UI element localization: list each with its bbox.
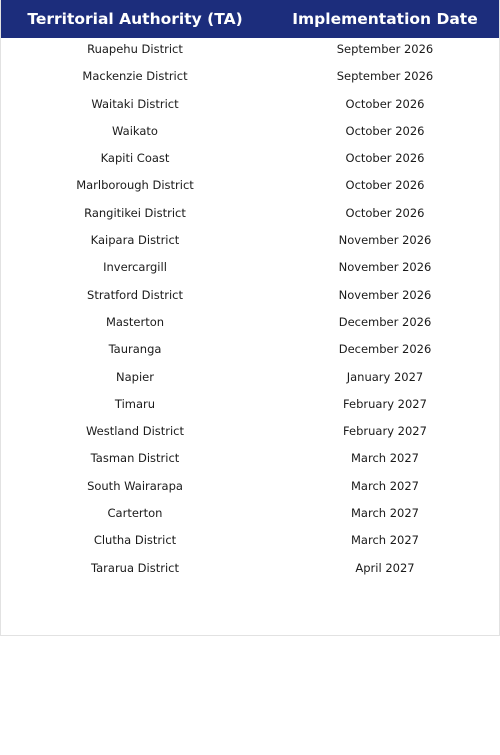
cell-date: March 2027 bbox=[351, 451, 419, 466]
cell-ta: Kapiti Coast bbox=[100, 151, 170, 166]
cell-ta: Kaipara District bbox=[90, 233, 180, 248]
table-row bbox=[1, 500, 499, 527]
cell-date: December 2026 bbox=[338, 314, 432, 329]
cell-date: October 2026 bbox=[345, 178, 425, 193]
cell-date: November 2026 bbox=[338, 260, 432, 275]
table-row bbox=[1, 36, 499, 63]
cell-date: April 2027 bbox=[355, 560, 415, 575]
table-row bbox=[1, 336, 499, 363]
cell-date: February 2027 bbox=[343, 424, 427, 439]
table-row bbox=[1, 254, 499, 281]
cell-ta: Carterton bbox=[107, 506, 163, 521]
table-body bbox=[1, 36, 499, 582]
cell-date: October 2026 bbox=[345, 123, 425, 138]
cell-ta: Tasman District bbox=[90, 451, 180, 466]
cell-ta: Tauranga bbox=[108, 342, 162, 357]
cell-date: September 2026 bbox=[336, 42, 434, 56]
table-row bbox=[1, 118, 499, 145]
table-row bbox=[1, 172, 499, 199]
column-header-date: Implementation Date bbox=[292, 10, 478, 28]
table-row bbox=[1, 391, 499, 418]
cell-ta: Westland District bbox=[85, 424, 185, 439]
table-row bbox=[1, 282, 499, 309]
table-row bbox=[1, 527, 499, 554]
table-row bbox=[1, 555, 499, 582]
table-row bbox=[1, 473, 499, 500]
cell-ta: Masterton bbox=[105, 314, 165, 329]
cell-date: March 2027 bbox=[351, 478, 419, 493]
cell-ta: Timaru bbox=[114, 396, 156, 411]
cell-date: March 2027 bbox=[351, 533, 419, 548]
cell-ta: Clutha District bbox=[93, 533, 177, 548]
cell-date: November 2026 bbox=[338, 287, 432, 302]
table-row bbox=[1, 364, 499, 391]
table-row bbox=[1, 227, 499, 254]
cell-date: November 2026 bbox=[338, 233, 432, 248]
cell-date: October 2026 bbox=[345, 205, 425, 220]
cell-date: September 2026 bbox=[336, 69, 434, 84]
table-row bbox=[1, 63, 499, 90]
table-header bbox=[1, 0, 499, 38]
cell-ta: Ruapehu District bbox=[87, 42, 183, 56]
cell-ta: Stratford District bbox=[87, 287, 183, 302]
cell-date: January 2027 bbox=[346, 369, 424, 384]
cell-date: February 2027 bbox=[343, 396, 427, 411]
cell-ta: Marlborough District bbox=[76, 178, 194, 193]
table-row bbox=[1, 309, 499, 336]
cell-ta: Invercargill bbox=[103, 260, 167, 275]
cell-ta: Napier bbox=[116, 369, 154, 384]
cell-date: October 2026 bbox=[345, 96, 425, 111]
cell-ta: Rangitikei District bbox=[84, 205, 186, 220]
cell-ta: Mackenzie District bbox=[82, 69, 188, 84]
cell-ta: South Wairarapa bbox=[87, 478, 183, 493]
cell-date: March 2027 bbox=[351, 506, 419, 521]
table-row bbox=[1, 145, 499, 172]
cell-ta: Waitaki District bbox=[91, 96, 179, 111]
cell-ta: Tararua District bbox=[91, 560, 179, 575]
table-row bbox=[1, 200, 499, 227]
table-row bbox=[1, 91, 499, 118]
cell-date: December 2026 bbox=[338, 342, 432, 357]
column-header-ta: Territorial Authority (TA) bbox=[27, 10, 243, 28]
cell-ta: Waikato bbox=[112, 123, 158, 138]
cell-date: October 2026 bbox=[345, 151, 425, 166]
table-row bbox=[1, 418, 499, 445]
table-row bbox=[1, 445, 499, 472]
